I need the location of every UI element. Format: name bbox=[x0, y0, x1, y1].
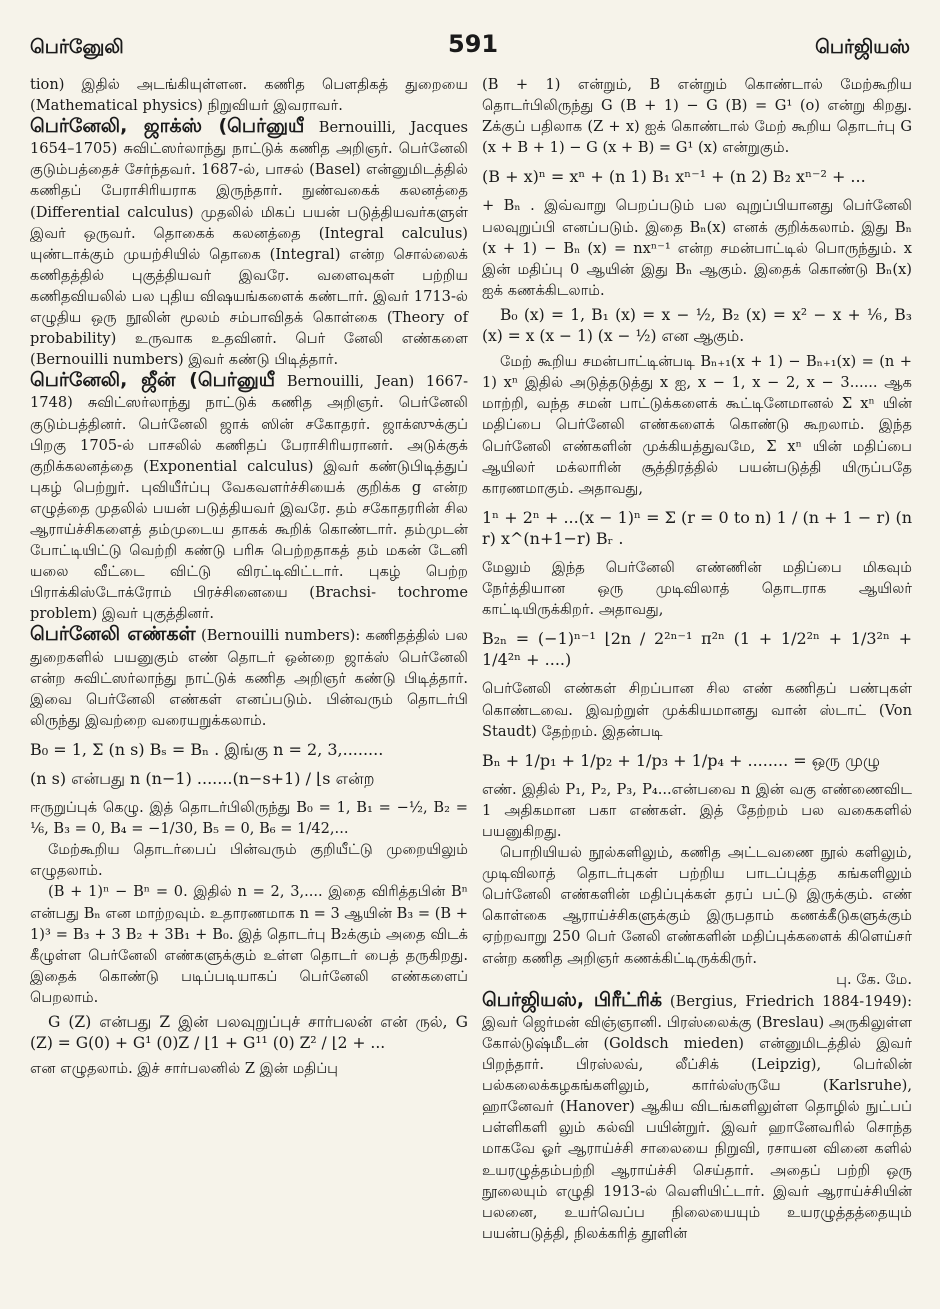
body-jean: Bernouilli, Jean) 1667-1748) சுவிட்ஸர்லாந்து நாட்டுக் கணித அறிஞர். பெர்னேலி குடும்பத்தினர். பெர்னேலி ஜாக் ஸின் சகோதரர். ஜாக்ஸுக்குப் பிறகு 1705-ல் பாசலில் கணிதப் பேராசிரியரானர். அடுக்குக் குறிக்கலனத்தை (Exponential calculus) இவர் கண்டுபிடித்துப் புகழ் பெற்றுர். புவியீர்ப்பு வேகவளர்ச்சியைக் குறிக்க g என்ற எழுத்தை முதலில் பயன் படுத்தியவர் இவரே. தம் சகோதரரின் சில ஆராய்ச்சிகளைத் தம்முடைய தாகக் கூறிக் கொண்டார். தம்முடன் போட்டியிட்டு வெற்றி கண்டு பரிசு பெற்றதாகத் தம் மகன் டேனி யலை வீட்டை விட்டு விரட்டிவிட்டார். புகழ் பெற்ற பிராக்கிஸ்டோக்ரோம் பிரச்சினையை (Brachsi- tochrome problem) இவர் புகுத்தினர். bbox=[30, 373, 469, 623]
right-paragraph-6: எண். இதில் P₁, P₂, P₃, P₄...என்பவை n இன் வகு எண்ணைவிட 1 அதிகமான பகா எண்கள். இத் தேற்றம் பல வகைகளில் பயனுகிறது. bbox=[482, 780, 912, 840]
right-paragraph-3: மேற் கூறிய சமன்பாட்டின்படி Bₙ₊₁(x + 1) − Bₙ₊₁(x) = (n + 1) xⁿ இதில் அடுத்தடுத்து x ஐ, x − 1, x − 2, x − 3...... ஆக மாற்றி, வந்த சமன் பாட்டுக்களைக் கூட்டினேமானல் Σ xⁿ யின் மதிப்பை பெர்னேலி எண்களைக் கொண்டு கூறலாம். இந்த பெர்னேலி எண்களின் முக்கியத்துவமே, Σ xⁿ யின் மதிப்பை ஆயிலர் மக்லாரின் சூத்திரத்தில் பயன்படுத்தி யிருப்பதே காரணமாகும். அதாவது, bbox=[482, 353, 912, 497]
page-number: 591 bbox=[448, 30, 499, 58]
headword-jacques: பெர்னேலி, ஜாக்ஸ் (பெர்னுயீ bbox=[30, 115, 305, 138]
gz-continuation: என எழுதலாம். இச் சார்பலனில் Z இன் மதிப்பு bbox=[30, 1060, 339, 1078]
body-jacques: Bernouilli, Jacques 1654–1705) சுவிட்ஸர்லாந்து நாட்டுக் கணித அறிஞர். பெர்னேலி குடும்பத்தைச் சேர்ந்தவர். 1687-ல், பாசல் (Basel) என்னுமிடத்தில் கணிதப் பேராசிரியராக இருந்தார். நுண்வகைக் கலனத்தை (Differential calculus) முதலில் மிகப் பயன் படுத்தியவர்களுள் இவர் ஒருவர். தொகைக் கலனத்தை (Integral calculus) யுண்டாக்கும் முயற்சியில் தொகை (Integral) என்ற சொல்லைக் கணிதத்தில் புகுத்தியவர் இவரே. வளைவுகள் பற்றிய கணிதவியலில் பல புதிய விஷயங்களைக் கண்டார். இவர் 1713-ல் எழுதிய ஒரு நூலின் மூலம் சம்பாவிதக் கொள்கை (Theory of probability) உருவாக உதவினர். பெர் னேலி எண்களை (Bernouilli numbers) இவர் கண்டு பிடித்தார். bbox=[30, 119, 469, 369]
entry-bergius bbox=[482, 990, 912, 1244]
author-initials: பு. கே. மே. bbox=[836, 970, 912, 988]
equation-sum-powers: 1ⁿ + 2ⁿ + ...(x − 1)ⁿ = Σ (r = 0 to n) 1 / (n + 1 − r) (n r) x^(n+1−r) Bᵣ . bbox=[482, 507, 912, 548]
equation-definition: B₀ = 1, Σ (n s) Bₛ = Bₙ . இங்கு n = 2, 3,........ bbox=[30, 739, 384, 759]
headword-bergius: பெர்ஜியஸ், பிரீட்ரிக் bbox=[482, 988, 663, 1011]
headword-numbers: பெர்னேலி எண்கள் bbox=[30, 623, 196, 646]
entry-numbers bbox=[30, 624, 468, 730]
symbolic-paragraph: மேற்கூறிய தொடர்பைப் பின்வரும் குறியீட்டு முறையிலும் எழுதலாம். bbox=[30, 841, 468, 880]
left-column bbox=[30, 74, 468, 1079]
right-paragraph-1: (B + 1) என்றும், B என்றும் கொண்டால் மேற்கூறிய தொடர்பிலிருந்து G (B + 1) − G (B) = G¹ (o) என்று கிறது. Zக்குப் பதிலாக (Z + x) ஐக் கொண்டால் மேற் கூறிய தொடர்பு G (x + B + 1) − G (x + B) = G¹ (x) என்றுகும். bbox=[482, 76, 912, 157]
header-right-title: பெர்ஜியஸ் bbox=[815, 36, 910, 58]
equation-binomial: (n s) என்பது n (n−1) .......(n−s+1) / ⌊s என்ற bbox=[30, 769, 375, 788]
body-numbers: (Bernouilli numbers): கணிதத்தில் பல துறைகளில் பயனுகும் எண் தொடர் ஒன்றை ஜாக்ஸ் பெர்னேலி என்ற சுவிட்ஸர்லாந்து நாட்டுக் கணித அறிஞர் கண்டு பிடித்தார். இவை பெர்னேலி எண்கள் எனப்படும். பின்வரும் தொடர்பி லிருந்து இவற்றை வரையறுக்கலாம். bbox=[30, 627, 468, 729]
gz-paragraph: G (Z) என்பது Z இன் பலவுறுப்புச் சார்பலன் என் ருல், G (Z) = G(0) + G¹ (0)Z / ⌊1 + G¹¹ (0) Z² / ⌊2 + ... bbox=[30, 1013, 468, 1053]
right-paragraph-4: மேலும் இந்த பெர்னேலி எண்ணின் மதிப்பை மிகவும் நேர்த்தியான ஒரு முடிவிலாத் தொடராக ஆயிலர் காட்டியிருக்கிறர். அதாவது, bbox=[482, 558, 912, 619]
headword-jean: பெர்னேலி, ஜீன் (பெர்னுயீ bbox=[30, 369, 276, 392]
right-column bbox=[482, 74, 912, 1244]
right-paragraph-5: பெர்னேலி எண்கள் சிறப்பான சில எண் கணிதப் பண்புகள் கொண்டவை. இவற்றுள் முக்கியமானது வான் ஸ்டாட் (Von Staudt) தேற்றம். இதன்படி bbox=[482, 680, 912, 740]
entry-jean bbox=[30, 370, 468, 624]
entry-jacques bbox=[30, 116, 468, 370]
equation-expansion: (B + x)ⁿ = xⁿ + (n 1) B₁ xⁿ⁻¹ + (n 2) B₂ xⁿ⁻² + ... bbox=[482, 167, 866, 187]
right-paragraph-7: பொறியியல் நூல்களிலும், கணித அட்டவணை நூல் களிலும், முடிவிலாத் தொடர்புகள் பற்றிய பாடப்புத்த கங்களிலும் பெர்னேலி எண்களின் மதிப்புக்கள் தரப் பட்டு இருக்கும். எண் கொள்கை ஆராய்ச்சிகளுக்கும் இருபதாம் கணக்கீடுகளுக்கும் ஏற்றவாறு 250 பெர் னேலி எண்களின் மதிப்புக்களைக் கிளெய்சர் என்ற கணித அறிஞர் கணக்கிட்டிருக்கிருர். bbox=[482, 844, 912, 967]
header-left-title: பெர்னுேலி bbox=[30, 36, 124, 58]
body-bergius: (Bergius, Friedrich 1884-1949): இவர் ஜெர்மன் விஞ்ஞானி. பிரஸ்லைக்கு (Breslau) அருகிலுள்ள கோல்டுஷ்மீடன் (Goldsch mieden) என்னுமிடத்தில் இவர் பிறந்தார். பிரஸ்லவ், லீப்சிக் (Leipzig), பெர்லின் பல்கலைக்கழகங்களிலும், கார்ல்ஸ்ருயே (Karlsruhe), ஹானேவர் (Hanover) ஆகிய விடங்களிலுள்ள தொழில் நுட்பப் பள்ளிகளி லும் கல்வி பயின்றுர். இவர் ஹானேவரில் சொந்த மாகவே ஓர் ஆராய்ச்சி சாலையை நிறுவி, ரசாயன வினை களில் உயரழுத்தம்பற்றி ஆராய்ச்சி செய்தார். அதைப் பற்றி ஒரு நூலையும் எழுதி 1913-ல் வெளியிட்டார். இவர் ஆராய்ச்சியின் பலனை, உயர்வெப்ப நிலையையும் உயரழுத்தத்தையும் பயன்படுத்தி, நிலக்கரித் தூளின் bbox=[482, 992, 912, 1242]
equation-von-staudt: Bₙ + 1/p₁ + 1/p₂ + 1/p₃ + 1/p₄ + ........ = ஒரு முழு bbox=[482, 750, 880, 770]
equation-polynomials: B₀ (x) = 1, B₁ (x) = x − ½, B₂ (x) = x² − x + ⅙, B₃ (x) = x (x − 1) (x − ½) என ஆகும். bbox=[482, 305, 912, 346]
values-paragraph: ஈருறுப்புக் கெழு. இத் தொடர்பிலிருந்து B₀ = 1, B₁ = −½, B₂ = ⅙, B₃ = 0, B₄ = −1/30, B₅ = 0, B₆ = 1/42,... bbox=[30, 799, 468, 838]
right-paragraph-2: + Bₙ . இவ்வாறு பெறப்படும் பல வுறுப்பியானது பெர்னேலி பலவுறுப்பி எனப்படும். இதை Bₙ(x) எனக் குறிக்கலாம். இது Bₙ (x + 1) − Bₙ (x) = nxⁿ⁻¹ என்ற சமன்பாட்டில் பொருந்தும். x இன் மதிப்பு 0 ஆயின் இது Bₙ ஆகும். இதைக் கொண்டு Bₙ(x) ஐக் கணக்கிடலாம். bbox=[482, 197, 912, 299]
equation-euler: B₂ₙ = (−1)ⁿ⁻¹ ⌊2n / 2²ⁿ⁻¹ π²ⁿ (1 + 1/2²ⁿ + 1/3²ⁿ + 1/4²ⁿ + ....) bbox=[482, 629, 912, 670]
intro-paragraph: tion) இதில் அடங்கியுள்ளன. கணித பௌதிகத் துறையை (Mathematical physics) நிறுவியர் இவராவர். bbox=[30, 76, 468, 115]
symbolic-equation-paragraph: (B + 1)ⁿ − Bⁿ = 0. இதில் n = 2, 3,.... இதை விரித்தபின் Bⁿ என்பது Bₙ என மாற்றவும். உதாரணமாக n = 3 ஆயின் B₃ = (B + 1)³ = B₃ + 3 B₂ + 3B₁ + B₀. இத் தொடர்பு B₂க்கும் அதை விடக் கீழுள்ள பெர்னேலி எண்களுக்கும் உள்ள தொடர் பைத் தருகிறது. இதைக் கொண்டு படிப்படியாகப் பெர்னேலி எண்களைப் பெறலாம். bbox=[30, 883, 469, 1006]
